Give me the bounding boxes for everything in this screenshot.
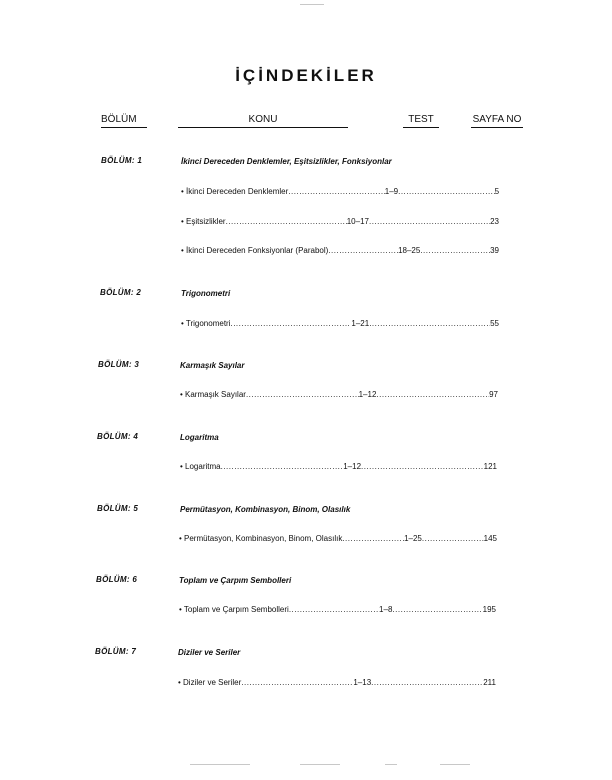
- entry-page: 121: [483, 462, 497, 471]
- dot-leader: [376, 390, 489, 400]
- section-label: BÖLÜM: 1: [101, 156, 143, 165]
- toc-entry: [180, 462, 497, 472]
- toc-entry: [180, 390, 498, 400]
- dot-leader: [361, 462, 484, 472]
- toc-entry: [181, 246, 499, 256]
- entry-topic: • Trigonometri: [181, 319, 231, 328]
- dot-leader: [241, 678, 353, 688]
- section-label: BÖLÜM: 2: [100, 288, 142, 297]
- entry-test: 1–25: [404, 534, 422, 543]
- entry-page: 23: [490, 217, 499, 226]
- section-title: İkinci Dereceden Denklemler, Eşitsizlikler, Fonksiyonlar: [181, 157, 392, 166]
- dot-leader: [392, 605, 482, 615]
- entry-page: 97: [489, 390, 498, 399]
- entry-page: 5: [494, 187, 500, 196]
- dot-leader: [288, 187, 384, 197]
- entry-topic: • Karmaşık Sayılar: [180, 390, 246, 399]
- entry-test: 1–12: [343, 462, 362, 471]
- toc-entry: [181, 319, 499, 329]
- toc-entry: [181, 187, 499, 197]
- dot-leader: [221, 462, 344, 472]
- dot-leader: [398, 187, 494, 197]
- dot-leader: [230, 319, 351, 329]
- toc-entry: [179, 534, 497, 544]
- page-title: İÇİNDEKİLER: [235, 66, 377, 85]
- section-label: BÖLÜM: 5: [97, 504, 139, 513]
- entry-test: 18–25: [398, 246, 421, 255]
- section-title: Karmaşık Sayılar: [180, 361, 245, 370]
- scan-artifact-bottom: [300, 764, 340, 765]
- section-title: Logaritma: [180, 433, 219, 442]
- entry-test: 1–21: [351, 319, 370, 328]
- dot-leader: [422, 534, 484, 544]
- dot-leader: [369, 217, 490, 227]
- section-title: Toplam ve Çarpım Sembolleri: [179, 576, 292, 585]
- section-title: Diziler ve Seriler: [178, 648, 241, 657]
- toc-entry: [178, 678, 496, 688]
- section-title: Permütasyon, Kombinasyon, Binom, Olasılık: [180, 505, 351, 514]
- toc-entry: [181, 217, 499, 227]
- entry-topic: • İkinci Dereceden Fonksiyonlar (Parabol): [181, 246, 329, 255]
- section-label: BÖLÜM: 3: [98, 360, 140, 369]
- section-label: BÖLÜM: 7: [95, 647, 137, 656]
- dot-leader: [371, 678, 483, 688]
- scan-artifact-bottom: [190, 764, 250, 765]
- entry-topic: • Toplam ve Çarpım Sembolleri: [179, 605, 289, 614]
- entry-test: 1–12: [358, 390, 377, 399]
- entry-topic: • Diziler ve Seriler: [178, 678, 242, 687]
- toc-entry: [179, 605, 496, 615]
- header-page: SAYFA NO: [471, 114, 523, 128]
- dot-leader: [342, 534, 404, 544]
- dot-leader: [369, 319, 490, 329]
- scan-artifact-top: [300, 4, 324, 5]
- header-section: BÖLÜM: [101, 114, 147, 128]
- entry-page: 39: [490, 246, 499, 255]
- entry-page: 195: [482, 605, 496, 614]
- header-topic: KONU: [178, 114, 348, 128]
- entry-test: 1–13: [353, 678, 372, 687]
- section-label: BÖLÜM: 4: [97, 432, 139, 441]
- entry-topic: • Logaritma: [180, 462, 221, 471]
- entry-topic: • İkinci Dereceden Denklemler: [181, 187, 289, 196]
- entry-page: 211: [483, 678, 496, 687]
- entry-topic: • Eşitsizlikler: [181, 217, 226, 226]
- entry-page: 145: [483, 534, 497, 543]
- entry-test: 10–17: [346, 217, 369, 226]
- dot-leader: [226, 217, 347, 227]
- entry-topic: • Permütasyon, Kombinasyon, Binom, Olasılık: [179, 534, 343, 543]
- dot-leader: [420, 246, 490, 256]
- section-label: BÖLÜM: 6: [96, 575, 138, 584]
- entry-page: 55: [490, 319, 499, 328]
- scan-artifact-bottom: [440, 764, 470, 765]
- dot-leader: [328, 246, 398, 256]
- header-test: TEST: [403, 114, 439, 128]
- section-title: Trigonometri: [181, 289, 231, 298]
- entry-test: 1–8: [379, 605, 393, 614]
- dot-leader: [289, 605, 379, 615]
- entry-test: 1–9: [384, 187, 399, 196]
- scan-artifact-bottom: [385, 764, 397, 765]
- dot-leader: [246, 390, 359, 400]
